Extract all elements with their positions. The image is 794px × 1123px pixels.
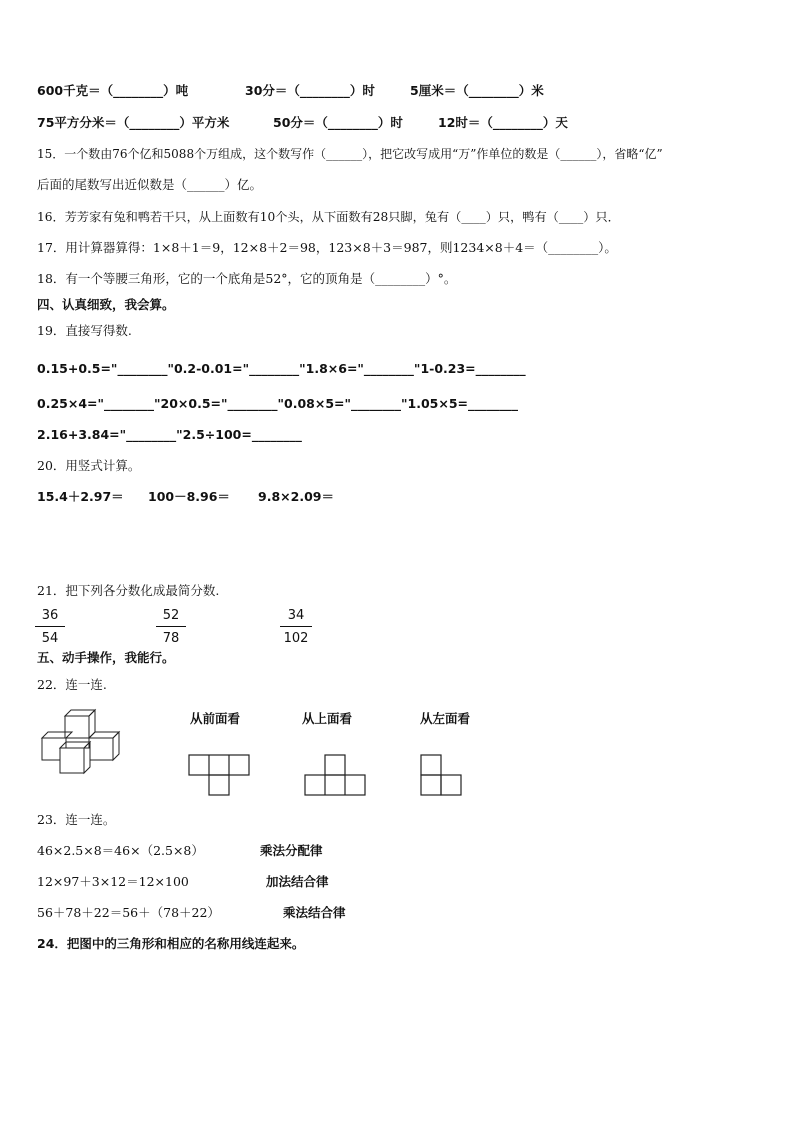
question-19-row1: 0.15+0.5="________"0.2-0.01="________"1.8×6="________"1-0.23=________ xyxy=(37,361,526,376)
conv-hours-30: 30分＝（________）时 xyxy=(245,83,375,98)
q23-expression-3: 56＋78＋22＝56＋（78＋22） xyxy=(37,905,220,920)
q23-expression-1: 46×2.5×8＝46×（2.5×8） xyxy=(37,843,204,858)
question-15-line1: 15．一个数由76个亿和5088个万组成，这个数写作（______），把它改写成用“万”作单位的数是（______），省略“亿” xyxy=(37,147,663,161)
question-24: 24．把图中的三角形和相应的名称用线连起来。 xyxy=(37,936,305,951)
q23-law-2: 加法结合律 xyxy=(266,874,329,889)
view-label-front: 从前面看 xyxy=(190,711,241,726)
fraction-bar xyxy=(35,626,65,627)
fraction-numerator: 34 xyxy=(287,608,305,623)
fraction-34-102 xyxy=(280,607,312,647)
conv-days: 12时＝（________）天 xyxy=(438,115,568,130)
fraction-36-54 xyxy=(35,607,65,647)
view-shape-inverted-t xyxy=(304,754,366,796)
conv-meters: 5厘米＝（________）米 xyxy=(410,83,544,98)
q20-item-2: 100－8.96＝ xyxy=(148,489,230,504)
question-19-title: 19．直接写得数. xyxy=(37,323,132,338)
question-19-row2: 0.25×4="________"20×0.5="________"0.08×5="________"1.05×5=________ xyxy=(37,396,519,411)
question-19-row3: 2.16+3.84="________"2.5÷100=________ xyxy=(37,427,302,442)
conv-tons: 600千克＝（________）吨 xyxy=(37,83,189,98)
conv-hours-50: 50分＝（________）时 xyxy=(273,115,403,130)
fraction-52-78 xyxy=(156,607,186,647)
question-21-title: 21．把下列各分数化成最简分数. xyxy=(37,583,220,598)
fraction-denominator: 54 xyxy=(41,631,59,646)
q20-item-3: 9.8×2.09＝ xyxy=(258,489,334,504)
fraction-denominator: 78 xyxy=(162,631,180,646)
view-label-top: 从上面看 xyxy=(302,711,353,726)
q23-expression-2: 12×97＋3×12＝12×100 xyxy=(37,874,189,889)
fraction-denominator: 102 xyxy=(283,631,309,646)
section-5-heading: 五、动手操作，我能行。 xyxy=(37,650,175,665)
question-23-title: 23．连一连。 xyxy=(37,812,116,827)
fraction-numerator: 36 xyxy=(41,608,59,623)
view-label-left: 从左面看 xyxy=(420,711,471,726)
question-22-title: 22．连一连. xyxy=(37,677,107,692)
fraction-bar xyxy=(156,626,186,627)
question-20-title: 20．用竖式计算。 xyxy=(37,458,141,473)
fraction-bar xyxy=(280,626,312,627)
section-4-heading: 四、认真细致，我会算。 xyxy=(37,297,175,312)
conv-sq-meters: 75平方分米＝（________）平方米 xyxy=(37,115,230,130)
view-shape-t xyxy=(188,754,250,796)
question-17: 17．用计算器算得：1×8＋1＝9，12×8＋2＝98，123×8＋3＝987，则1234×8＋4＝（________）。 xyxy=(37,240,617,255)
question-16: 16．芳芳家有兔和鸭若干只，从上面数有10个头，从下面数有28只脚，兔有（____）只，鸭有（____）只． xyxy=(37,210,620,224)
cube-stack-figure xyxy=(40,708,140,778)
fraction-numerator: 52 xyxy=(162,608,180,623)
question-15-line2: 后面的尾数写出近似数是（______）亿。 xyxy=(37,177,263,192)
view-shape-l xyxy=(420,754,462,796)
q23-law-3: 乘法结合律 xyxy=(283,905,346,920)
q23-law-1: 乘法分配律 xyxy=(260,843,323,858)
q20-item-1: 15.4＋2.97＝ xyxy=(37,489,124,504)
question-18: 18．有一个等腰三角形，它的一个底角是52°，它的顶角是（________）°。 xyxy=(37,271,457,286)
